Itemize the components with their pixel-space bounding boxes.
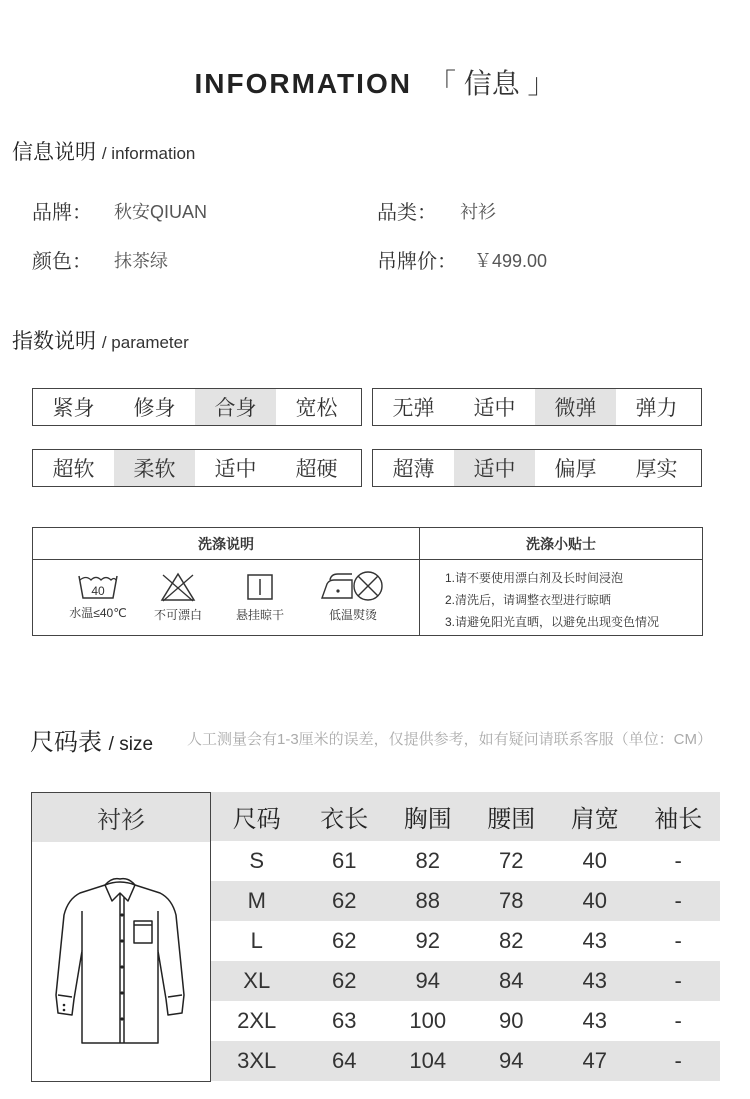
- low-iron-item: [313, 570, 393, 623]
- color-value: 抹茶绿: [114, 251, 168, 271]
- fit-scale: [32, 388, 362, 426]
- table-cell: 62: [331, 928, 357, 953]
- size-table-header: [211, 792, 720, 841]
- param-section-heading: [12, 325, 189, 355]
- table-cell: 82: [415, 848, 440, 873]
- table-row: [211, 961, 720, 1001]
- size-table: [211, 792, 720, 1081]
- table-cell: -: [674, 1048, 682, 1073]
- table-row: [211, 921, 720, 961]
- column-header: 胸围: [403, 806, 452, 833]
- wash-tip: 1.请不要使用漂白剂及长时间浸泡: [445, 571, 624, 585]
- wash-table: [32, 527, 703, 636]
- hang-dry-icon: [245, 572, 275, 602]
- table-cell: -: [674, 928, 682, 953]
- size-section-title: 尺码表: [30, 729, 102, 756]
- table-row: [211, 841, 720, 881]
- param-option: 无弹: [392, 397, 435, 420]
- table-row: [211, 1041, 720, 1081]
- column-header: 肩宽: [570, 806, 619, 833]
- table-cell: -: [674, 1008, 682, 1033]
- wash-temp: 40: [91, 584, 105, 598]
- wash-tip: 3.请避免阳光直晒，以避免出现变色情况: [445, 615, 660, 629]
- wash-40-icon: [77, 572, 119, 600]
- column-header: 尺码: [232, 806, 281, 833]
- info-section-heading: [12, 136, 195, 166]
- wash-40-item: [63, 572, 133, 621]
- param-section-title: 指数说明: [12, 330, 96, 353]
- shirt-panel: [31, 792, 211, 1082]
- size-note: 人工测量会有1-3厘米的误差，仅提供参考，如有疑问请联系客服（单位：CM）: [187, 731, 713, 748]
- column-header: 衣长: [320, 806, 369, 833]
- table-cell: S: [249, 848, 265, 873]
- table-cell: 40: [582, 848, 607, 873]
- table-cell: 78: [498, 888, 524, 913]
- param-option-selected: 微弹: [535, 389, 616, 425]
- table-cell: 2XL: [237, 1008, 277, 1033]
- table-cell: -: [674, 848, 682, 873]
- table-cell: 94: [415, 968, 440, 993]
- table-row: [211, 881, 720, 921]
- table-cell: 43: [582, 968, 607, 993]
- table-cell: 84: [498, 968, 524, 993]
- color-label: 颜色：: [32, 251, 92, 273]
- wash-label: 水温≤40℃: [69, 606, 127, 620]
- table-cell: 61: [331, 848, 357, 873]
- shirt-illustration: [50, 875, 190, 1045]
- title-english: INFORMATION: [194, 68, 412, 99]
- price-label: 吊牌价：: [377, 251, 457, 273]
- table-cell: -: [674, 968, 682, 993]
- size-section-subtitle: / size: [108, 734, 154, 755]
- thickness-scale: [372, 449, 702, 487]
- param-option: 偏厚: [554, 458, 597, 481]
- table-cell: 47: [582, 1048, 607, 1073]
- table-cell: -: [674, 888, 682, 913]
- table-cell: 62: [331, 888, 357, 913]
- table-cell: 63: [331, 1008, 357, 1033]
- param-option: 弹力: [635, 397, 678, 420]
- hang-dry-item: [227, 572, 293, 623]
- wash-tips-header: 洗涤小贴士: [526, 535, 596, 552]
- brand-label: 品牌：: [32, 202, 92, 224]
- info-section-subtitle: / information: [101, 144, 196, 163]
- param-option: 超硬: [295, 458, 338, 481]
- divider: [33, 559, 702, 560]
- softness-scale: [32, 449, 362, 487]
- category-value: 衬衫: [460, 202, 496, 222]
- param-section-subtitle: / parameter: [101, 333, 189, 352]
- table-cell: M: [247, 888, 266, 913]
- info-section-title: 信息说明: [12, 141, 96, 164]
- param-option-selected: 合身: [195, 389, 276, 425]
- garment-label: 衬衫: [32, 793, 210, 842]
- column-header: 袖长: [654, 806, 703, 833]
- param-option: 修身: [133, 397, 176, 420]
- table-cell: 72: [498, 848, 524, 873]
- param-option: 厚实: [635, 458, 678, 481]
- table-cell: 100: [409, 1008, 447, 1033]
- table-cell: L: [250, 928, 263, 953]
- divider: [419, 528, 420, 635]
- table-cell: XL: [243, 968, 271, 993]
- table-cell: 3XL: [237, 1048, 277, 1073]
- page-title: [0, 62, 750, 102]
- brand-value: 秋安QIUAN: [114, 202, 208, 222]
- no-bleach-icon: [159, 572, 197, 602]
- size-section-heading: [30, 722, 153, 757]
- wash-label: 低温熨烫: [328, 608, 377, 622]
- table-cell: 64: [331, 1048, 357, 1073]
- param-option-selected: 适中: [454, 450, 535, 486]
- param-option: 紧身: [52, 397, 95, 420]
- low-iron-no-iron-icon: [318, 570, 388, 602]
- no-bleach-item: [145, 572, 211, 623]
- elasticity-scale: [372, 388, 702, 426]
- table-cell: 94: [498, 1048, 524, 1073]
- table-cell: 104: [409, 1048, 447, 1073]
- table-cell: 92: [415, 928, 440, 953]
- table-cell: 40: [582, 888, 607, 913]
- table-row: [211, 1001, 720, 1041]
- price-value: ￥499.00: [474, 251, 548, 271]
- title-chinese: 「 信息 」: [427, 68, 556, 99]
- param-option: 适中: [473, 397, 516, 420]
- table-cell: 43: [582, 928, 607, 953]
- column-header: 腰围: [487, 806, 536, 833]
- param-option: 超薄: [392, 458, 435, 481]
- wash-instructions-header: 洗涤说明: [198, 535, 254, 552]
- param-option: 超软: [52, 458, 95, 481]
- wash-label: 悬挂晾干: [235, 608, 284, 622]
- category-label: 品类：: [377, 202, 437, 224]
- wash-tip: 2.清洗后，请调整衣型进行晾晒: [445, 593, 612, 607]
- table-cell: 43: [582, 1008, 607, 1033]
- param-option: 适中: [214, 458, 257, 481]
- param-option: 宽松: [295, 397, 338, 420]
- param-option-selected: 柔软: [114, 450, 195, 486]
- table-cell: 82: [498, 928, 524, 953]
- wash-label: 不可漂白: [153, 608, 202, 622]
- table-cell: 90: [498, 1008, 524, 1033]
- table-cell: 62: [331, 968, 357, 993]
- table-cell: 88: [415, 888, 440, 913]
